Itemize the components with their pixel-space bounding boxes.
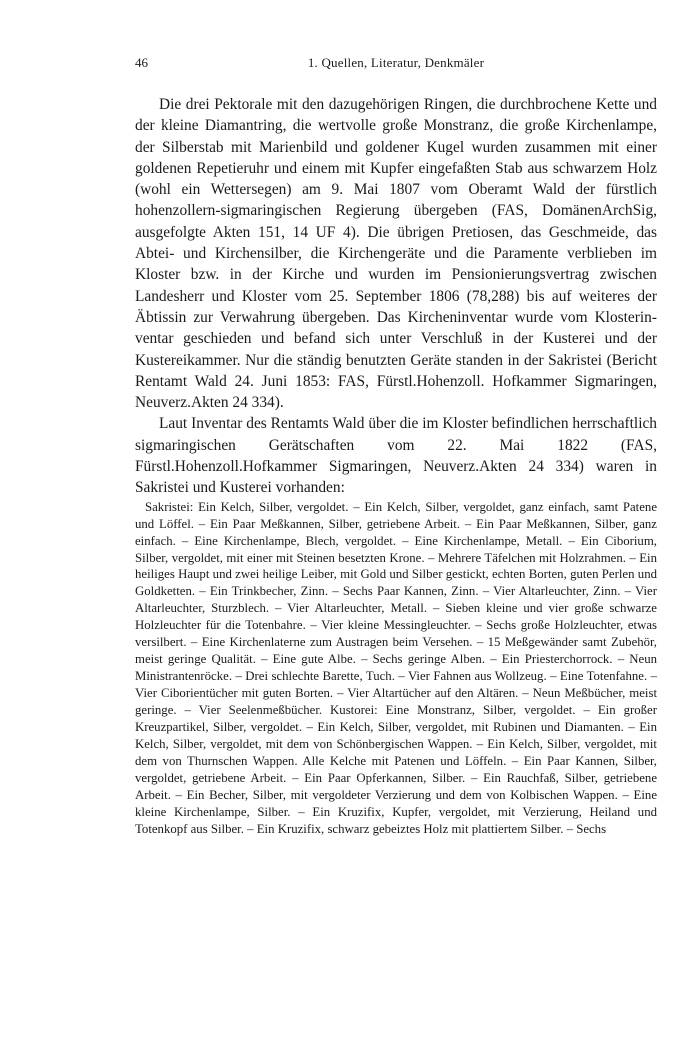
paragraph-2: Laut Inventar des Rentamts Wald über die im Kloster befindlichen herrschaftlich sigmaringischen Gerätschaften vom 22. Mai 1822 (FAS, Fürstl.Hohenzoll.Hofkammer Sigmaringen, Neuverz.Akten 24 334) waren in Sakristei und Kusterei vorhanden: — [135, 415, 657, 497]
book-page — [135, 52, 657, 838]
running-head — [135, 52, 657, 74]
chapter-title: 1. Quellen, Literatur, Denkmäler — [307, 55, 485, 70]
page-number: 46 — [135, 55, 148, 70]
paragraph-1: Die drei Pektorale mit den dazugehörigen Ringen, die durchbrochene Kette und der kleine Diamantring, die wertvolle große Monstranz, die große Kirchenlampe, der Silberstab mit Marienbild und goldener Kugel wurden zusammen mit einer goldenen Repetieruhr und einem mit Kupfer eingefaßten Stab aus schwarzem Holz (wohl ein Wettersegen) am 9. Mai 1807 vom Oberamt Wald der fürstlich hohenzollern-sigmaringischen Regierung übergeben (FAS, DomänenArchSig, ausgefolgte Akten 151, 14 UF 4). Die übrigen Pretiosen, das Geschmeide, das Abtei- und Kirchensilber, die Kirchengeräte und die Paramente verblieben im Kloster bzw. in der Kirche und wurden im Pensionierungsvertrag zwischen Landesherr und Kloster vom 25. September 1806 (78,288) bis auf weiteres der Äbtissin zur Verwahrung übergeben. Das Kircheninventar wurde vom Klosterinventar geschieden und befand sich unter Verschluß in der Kusterei und der Kustereikammer. Nur die ständig benutzten Geräte standen in der Sakristei (Bericht Rentamt Wald 24. Juni 1853: FAS, Fürstl.Hohenzoll. Hofkammer Sigmaringen, Neuverz.Akten 24 334). — [135, 96, 657, 412]
inventory-list: Sakristei: Ein Kelch, Silber, vergoldet. – Ein Kelch, Silber, vergoldet, ganz einfach, samt Patene und Löffel. – Ein Paar Meßkannen, Silber, getriebene Arbeit. – Ein Paar Meßkannen, Silber, ganz einfach. – Eine Kirchenlampe, Blech, vergoldet. – Eine Kirchenlampe, Metall. – Ein Ciborium, Silber, vergoldet, mit einer mit Steinen besetzten Krone. – Mehrere Täfelchen mit Holzrahmen. – Ein heiliges Haupt und zwei heilige Leiber, mit Gold und Silber gestickt, echten Borten, guten Perlen und Goldketten. – Ein Trinkbecher, Zinn. – Sechs Paar Kannen, Zinn. – Vier Altarleuchter, Zinn. – Vier Altarleuchter, Sturzblech. – Vier Altarleuchter, Metall. – Sieben kleine und vier große schwarze Holzleuchter für die Totenbahre. – Vier kleine Messingleuchter. – Sechs große Holzleuchter, etwas versilbert. – Eine Kirchenlaterne zum Austragen beim Versehen. – 15 Meßgewänder samt Zubehör, meist geringe Qualität. – Eine gute Albe. – Sechs geringe Alben. – Ein Priesterchorrock. – Neun Ministrantenröcke. – Drei schlechte Barette, Tuch. – Vier Fahnen aus Wollzeug. – Eine Totenfahne. – Vier Ciborientücher mit guten Borten. – Vier Altartücher auf den Altären. – Neun Meßbücher, meist geringe. – Vier Seelenmeßbücher. Kustorei: Eine Monstranz, Silber, vergoldet. – Ein großer Kreuzpartikel, Silber, vergoldet. – Ein Kelch, Silber, vergoldet, mit Rubinen und Diamanten. – Ein Kelch, Silber, vergoldet, mit dem von Schönbergischen Wappen. – Ein Kelch, Silber, vergoldet, mit dem von Thurnschen Wappen. Alle Kelche mit Patenen und Löffeln. – Ein Paar Kannen, Silber, vergoldet, getriebene Arbeit. – Ein Paar Opferkannen, Silber. – Ein Rauchfaß, Silber, getriebene Arbeit. – Ein Becher, Silber, mit vergoldeter Verzierung und dem von Kolbischen Wappen. – Eine kleine Kirchenlampe, Silber. – Ein Kruzifix, Kupfer, vergoldet, mit Verzierung, Heiland und Totenkopf aus Silber. – Ein Kruzifix, schwarz gebeiztes Holz mit plattiertem Silber. – Sechs — [135, 499, 657, 836]
body-text — [135, 94, 657, 838]
